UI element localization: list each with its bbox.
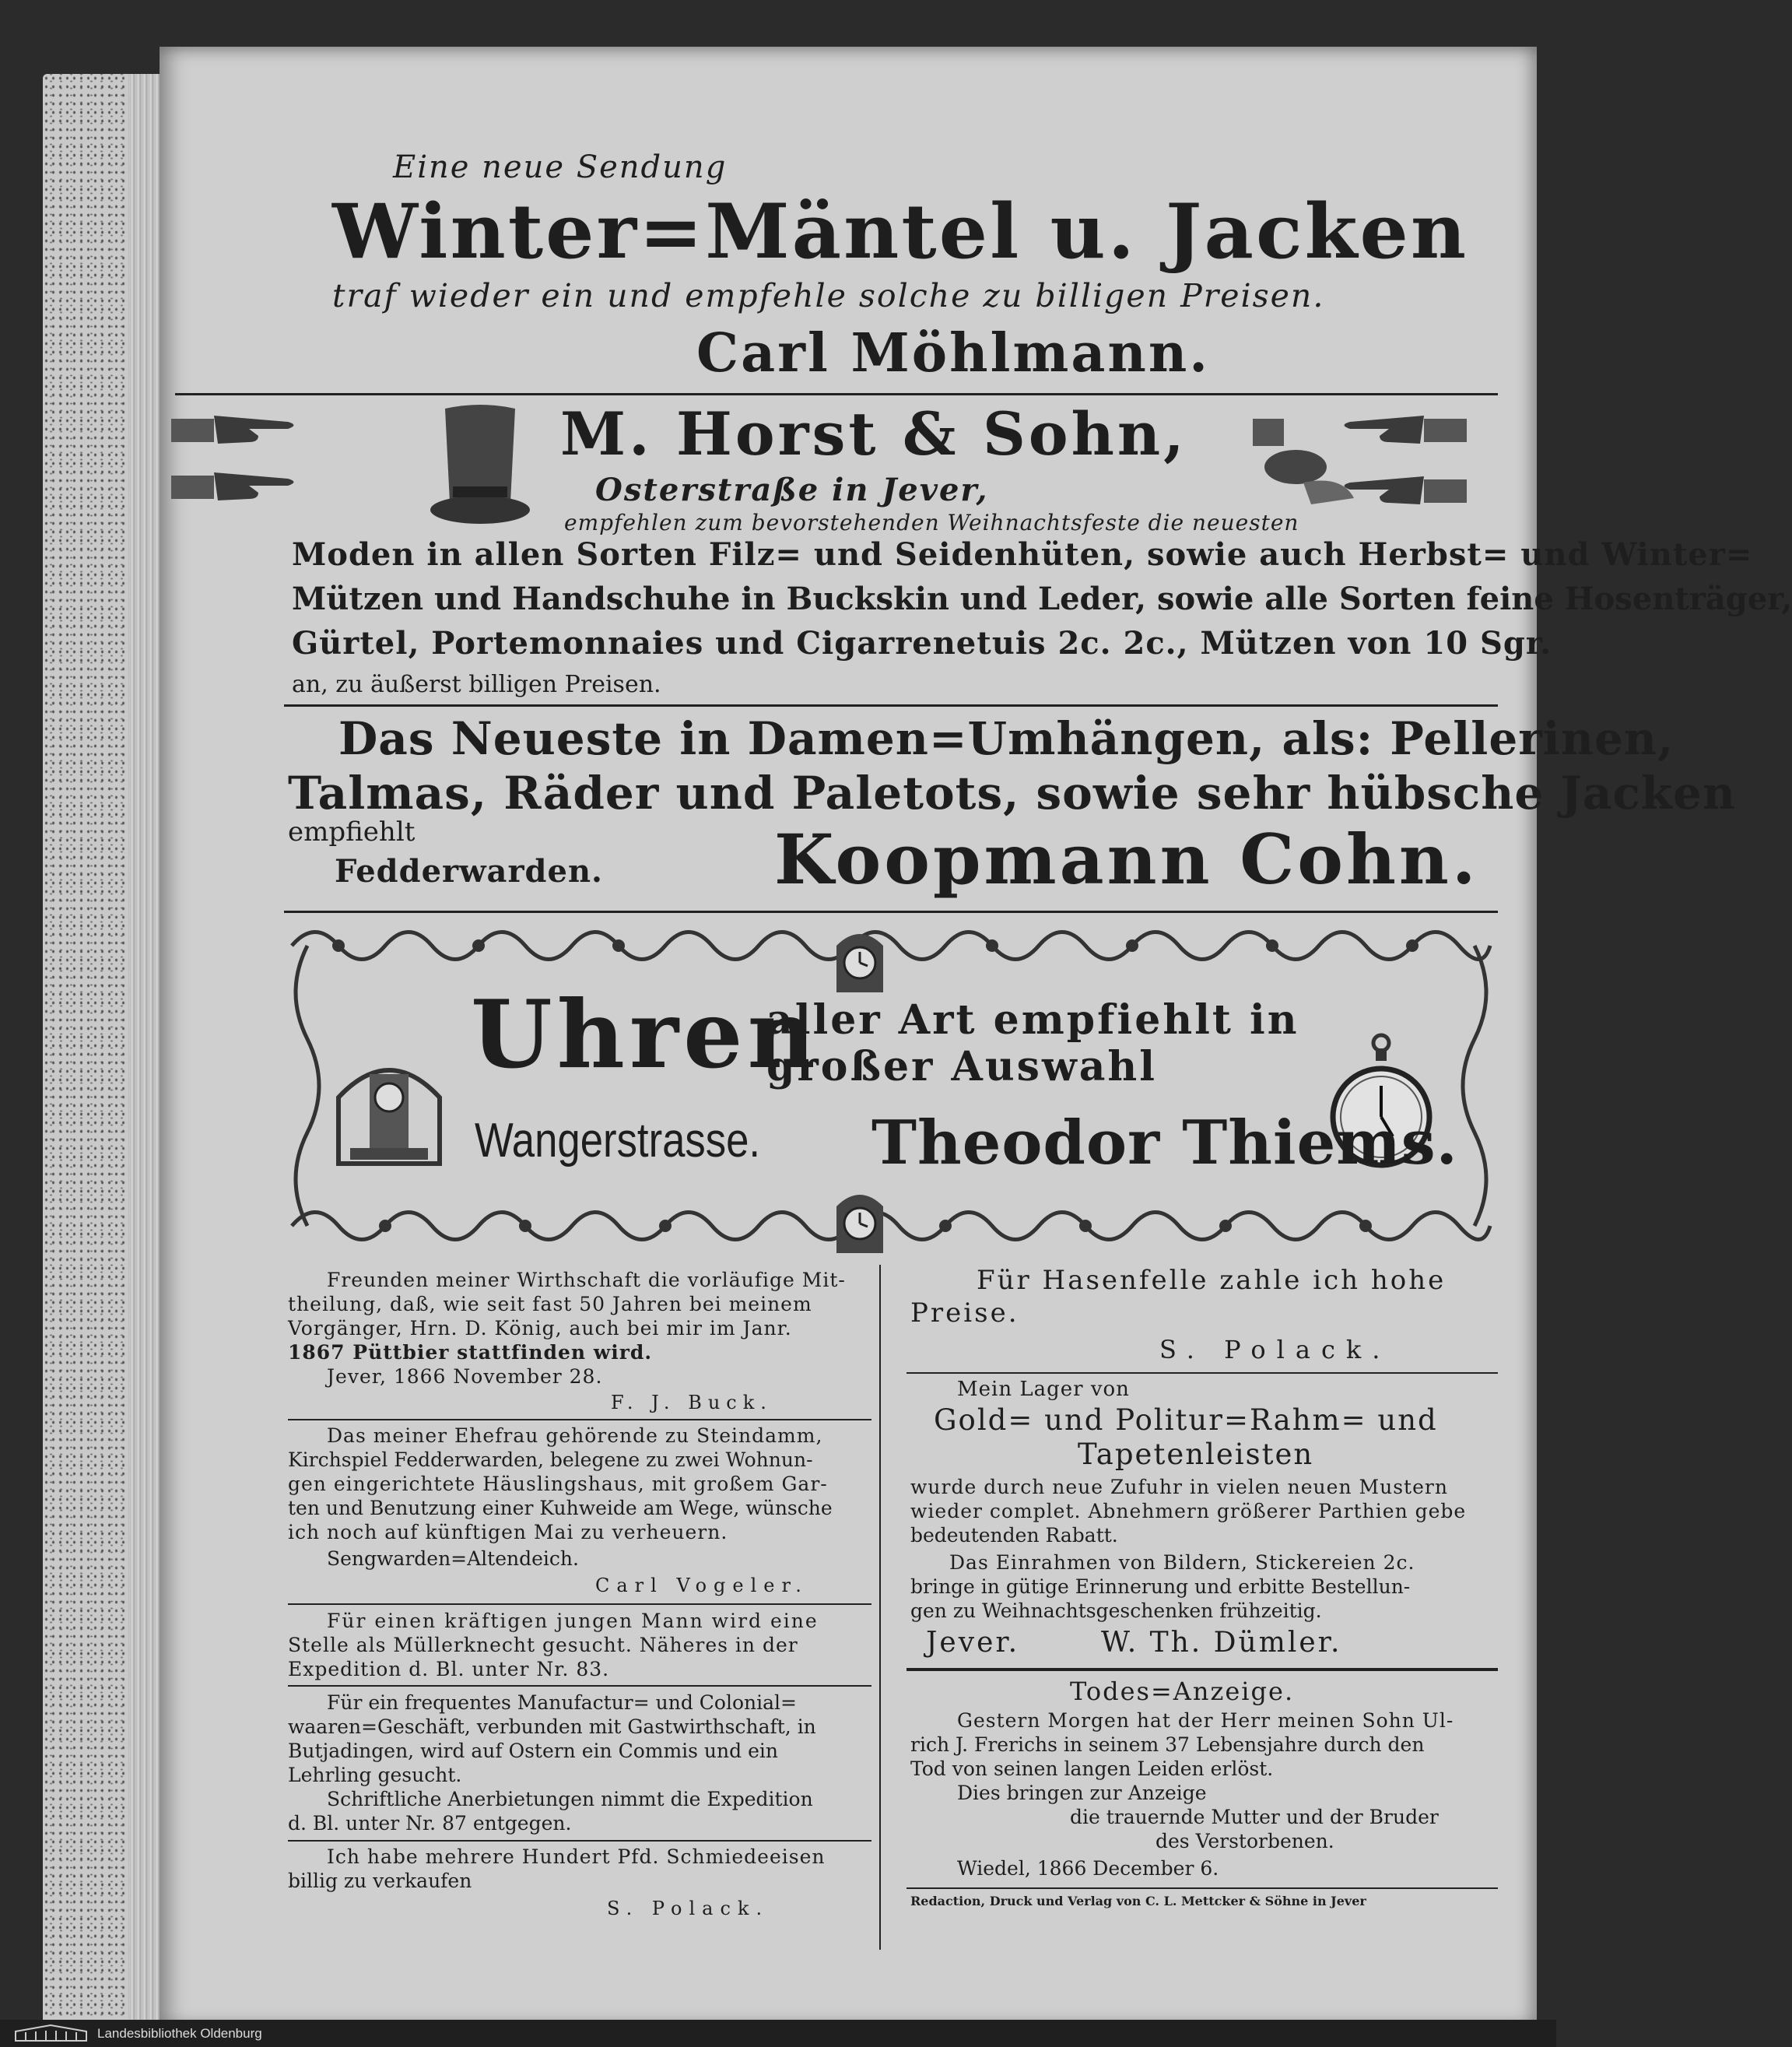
ad11-line: wurde durch neue Zufuhr in vielen neuen Mustern [910, 1476, 1448, 1498]
ad4-signature: Theodor Thiems. [871, 1108, 1458, 1178]
divider [907, 1887, 1498, 1889]
ad11-head1: Gold= und Politur=Rahm= und [934, 1403, 1438, 1437]
ad4-street: Wangerstrasse. [475, 1114, 761, 1167]
ad6-line: Kirchspiel Fedderwarden, belegene zu zwei Wohnun- [288, 1448, 813, 1471]
ad9-line: Ich habe mehrere Hundert Pfd. Schmiedeeisen [327, 1845, 826, 1868]
ad6-line: ich noch auf künftigen Mai zu verheuern. [288, 1521, 728, 1543]
divider [284, 704, 1498, 707]
ad3-line2: Talmas, Räder und Paletots, sowie sehr hübsche Jacken [288, 767, 1737, 820]
ad10-line2: Preise. [910, 1297, 1019, 1329]
ad8-line: Für ein frequentes Manufactur= und Colonial= [327, 1691, 797, 1714]
column-divider [879, 1265, 881, 1950]
ad2-line2: Moden in allen Sorten Filz= und Seidenhüten, sowie auch Herbst= und Winter= [292, 536, 1753, 573]
ad5-line: Vorgänger, Hrn. D. König, auch bei mir im Janr. [288, 1317, 792, 1340]
ad9-line: billig zu verkaufen [288, 1870, 472, 1892]
ad9-signature: S. Polack. [607, 1898, 770, 1919]
ad11-line: bringe in gütige Erinnerung und erbitte Bestellun- [910, 1575, 1411, 1598]
ad1-intro: Eine neue Sendung [393, 149, 728, 185]
ad5-line: Jever, 1866 November 28. [327, 1365, 603, 1388]
ad11-head2: Tapetenleisten [1078, 1438, 1314, 1471]
ad8-line: d. Bl. unter Nr. 87 entgegen. [288, 1812, 572, 1835]
divider [288, 1603, 871, 1605]
ad8-line: Butjadingen, wird auf Ostern ein Commis und ein [288, 1740, 778, 1762]
book-speckled-edge [43, 74, 128, 2039]
ad12-title: Todes=Anzeige. [1070, 1677, 1295, 1706]
dome-clock-icon [331, 1051, 447, 1167]
ad6-line: gen eingerichtete Häuslingshaus, mit großem Gar- [288, 1473, 828, 1495]
ad11-line: gen zu Weihnachtsgeschenken frühzeitig. [910, 1599, 1322, 1622]
ad5-signature: F. J. Buck. [611, 1392, 773, 1413]
ad4-line1: aller Art empfiehlt in [766, 996, 1299, 1044]
ad2-line3: Mützen und Handschuhe in Buckskin und Leder, sowie alle Sorten feine Hosenträger, [292, 581, 1792, 617]
divider [288, 1685, 871, 1687]
pointing-hand-icon [1334, 467, 1467, 515]
ad8-line: waaren=Geschäft, verbunden mit Gastwirthschaft, in [288, 1715, 816, 1738]
ad12-line: Tod von seinen langen Leiden erlöst. [910, 1757, 1274, 1780]
ad12-line: Wiedel, 1866 December 6. [957, 1857, 1219, 1880]
ad1-headline: Winter=Mäntel u. Jacken [332, 188, 1469, 276]
ad11-line: Das Einrahmen von Bildern, Stickereien 2c. [949, 1551, 1415, 1574]
ad7-line: Stelle als Müllerknecht gesucht. Näheres in der [288, 1634, 798, 1656]
pointing-hand-icon [171, 463, 303, 511]
pointing-hand-icon [171, 405, 303, 453]
ad12-line: des Verstorbenen. [1156, 1830, 1334, 1852]
divider [907, 1372, 1498, 1374]
ad2-firm: M. Horst & Sohn, [560, 399, 1187, 469]
ad6-line: Das meiner Ehefrau gehörende zu Steindamm, [327, 1424, 823, 1447]
mantel-clock-icon [829, 922, 891, 996]
ad12-line: die trauernde Mutter und der Bruder [1070, 1806, 1439, 1828]
divider [288, 1840, 871, 1842]
ad7-line: Expedition d. Bl. unter Nr. 83. [288, 1658, 610, 1680]
ad11-signature: W. Th. Dümler. [1101, 1627, 1342, 1659]
ad6-line: Sengwarden=Altendeich. [327, 1547, 579, 1570]
ad11-line: wieder complet. Abnehmern größerer Parthien gebe [910, 1500, 1467, 1522]
ad4-line2: großer Auswahl [766, 1043, 1157, 1090]
ad10-signature: S. Polack. [1159, 1335, 1391, 1364]
divider [284, 911, 1498, 913]
ad1-signature: Carl Möhlmann. [696, 322, 1210, 384]
ad10-line1: Für Hasenfelle zahle ich hohe [977, 1265, 1447, 1296]
ad12-line: rich J. Frerichs in seinem 37 Lebensjahre durch den [910, 1733, 1425, 1756]
ad8-line: Schriftliche Anerbietungen nimmt die Expedition [327, 1788, 813, 1810]
ad5-line: Freunden meiner Wirthschaft die vorläufige Mit- [327, 1269, 846, 1291]
ad5-line: 1867 Püttbier stattfinden wird. [288, 1341, 653, 1364]
ad3-line1: Das Neueste in Damen=Umhängen, als: Pellerinen, [338, 712, 1675, 765]
newspaper-page [160, 47, 1792, 2028]
divider [907, 1668, 1498, 1671]
ad12-line: Dies bringen zur Anzeige [957, 1782, 1207, 1804]
ad2-line4: Gürtel, Portemonnaies und Cigarrenetuis 2c. 2c., Mützen von 10 Sgr. [292, 625, 1552, 662]
ad2-line1: empfehlen zum bevorstehenden Weihnachtsfeste die neuesten [564, 510, 1299, 535]
ad11-place: Jever. [926, 1627, 1020, 1659]
ad3-place: Fedderwarden. [335, 853, 603, 890]
library-building-logo [14, 2024, 88, 2042]
pointing-hand-icon [1334, 405, 1467, 453]
ad3-signature: Koopmann Cohn. [774, 819, 1479, 900]
ad4-headline: Uhren [471, 980, 820, 1090]
ad5-line: theilung, daß, wie seit fast 50 Jahren bei meinem [288, 1293, 812, 1315]
top-hat-icon [428, 401, 533, 529]
ad6-line: ten und Benutzung einer Kuhweide am Wege, wünsche [288, 1497, 833, 1519]
ad12-line: Gestern Morgen hat der Herr meinen Sohn Ul- [957, 1709, 1454, 1732]
ad6-signature: Carl Vogeler. [595, 1575, 808, 1596]
ad11-line: bedeutenden Rabatt. [910, 1524, 1118, 1547]
ad2-address: Osterstraße in Jever, [595, 472, 989, 508]
ad3-line3: empfiehlt [288, 816, 416, 848]
ad11-intro: Mein Lager von [957, 1378, 1130, 1401]
mantel-clock-icon [829, 1183, 891, 1257]
ad7-line: Für einen kräftigen jungen Mann wird eine [327, 1610, 819, 1632]
ad1-line: traf wieder ein und empfehle solche zu billigen Preisen. [332, 277, 1325, 314]
library-credit: Landesbibliothek Oldenburg [97, 2026, 262, 2041]
divider [288, 1419, 871, 1420]
ad8-line: Lehrling gesucht. [288, 1764, 462, 1786]
imprint: Redaction, Druck und Verlag von C. L. Mettcker & Söhne in Jever [910, 1894, 1366, 1908]
ad2-line5: an, zu äußerst billigen Preisen. [292, 671, 661, 698]
divider [175, 393, 1498, 395]
